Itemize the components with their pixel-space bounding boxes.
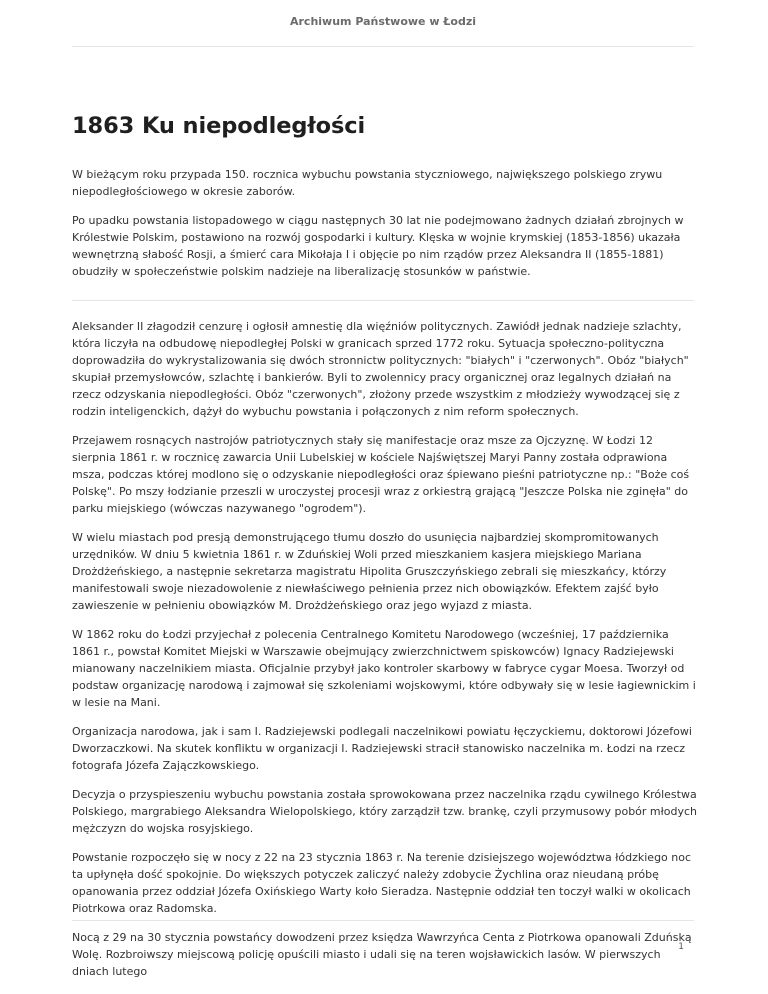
page-number: 1 — [678, 942, 684, 952]
body-paragraph: W 1862 roku do Łodzi przyjechał z polecenia Centralnego Komitetu Narodowego (wcześniej, 17 października 1861 r., powstał Komitet Miejski w Warszawie obejmujący zwierzchnictwem spiskowców) Ignacy Radziejewski mianowany naczelnikiem miasta. Oficjalnie przybył jako kontroler skarbowy w fabryce cygar Moesa. Tworzył od podstaw organizację narodową i zajmował się szkoleniami wojskowymi, które odbywały się w lesie łagiewnickim i w lesie na Mani. — [72, 628, 696, 709]
body-paragraph: Aleksander II złagodził cenzurę i ogłosił amnestię dla więźniów politycznych. Zawiódł jednak nadzieje szlachty, która liczyła na odbudowę niepodległej Polski w granicach sprzed 1772 roku. Sytuacja społeczno-polityczna doprowadziła do wykrystalizowania się dwóch stronnictw politycznych: "białych" i "czerwonych". Obóz "białych" skupiał przemysłowców, szlachtę i bankierów. Byli to zwolennicy pracy organicznej oraz legalnych działań na rzecz odzyskania niepodległości. Obóz "czerwonych", złożony przede wszystkim z młodzieży wywodzącej się z rodzin inteligenckich, dążył do wybuchu powstania i połączonych z nim reform społecznych. — [72, 320, 689, 418]
intro-paragraph: W bieżącym roku przypada 150. rocznica wybuchu powstania styczniowego, największego polskiego zrywu niepodległościowego w okresie zaborów. — [72, 168, 663, 198]
intro-paragraph: Po upadku powstania listopadowego w ciągu następnych 30 lat nie podejmowano żadnych działań zbrojnych w Królestwie Polskim, postawiono na rozwój gospodarki i kultury. Klęska w wojnie krymskiej (1853-1856) ukazała wewnętrzną słabość Rosji, a śmierć cara Mikołaja I i objęcie po nim rządów przez Aleksandra II (1855-1881) obudziły w społeczeństwie polskim nadzieje na liberalizację stosunków w państwie. — [72, 214, 684, 278]
body-paragraph: W wielu miastach pod presją demonstrującego tłumu doszło do usunięcia najbardziej skompromitowanych urzędników. W dniu 5 kwietnia 1861 r. w Zduńskiej Woli przed mieszkaniem kasjera miejskiego Mariana Drożdżeńskiego, a następnie sekretarza magistratu Hipolita Gruszczyńskiego zebrali się mieszkańcy, którzy manifestowali swoje niezadowolenie z niewłaściwego pełnienia przez nich obowiązków. Efektem zajść było zawieszenie w pełnieniu obowiązków M. Drożdżeńskiego oraz jego wyjazd z miasta. — [72, 531, 667, 612]
archive-name: Archiwum Państwowe w Łodzi — [289, 14, 476, 28]
body-paragraph: Organizacja narodowa, jak i sam I. Radziejewski podlegali naczelnikowi powiatu łęczyckiemu, doktorowi Józefowi Dworzaczkowi. Na skutek konfliktu w organizacji I. Radziejewski stracił stanowisko naczelnika m. Łodzi na rzecz fotografa Józefa Zajączkowskiego. — [72, 725, 692, 772]
body-paragraph: Przejawem rosnących nastrojów patriotycznych stały się manifestacje oraz msze za Ojczyznę. W Łodzi 12 sierpnia 1861 r. w rocznicę zawarcia Unii Lubelskiej w kościele Najświętszej Maryi Panny została odprawiona msza, podczas której modlono się o odzyskanie niepodległości oraz śpiewano pieśni patriotyczne np.: "Boże coś Polskę". Po mszy łodzianie przeszli w uroczystej procesji wraz z orkiestrą grającą "Jeszcze Polska nie zginęła" do parku miejskiego (wówczas nazywanego "ogrodem"). — [72, 434, 690, 515]
body-paragraph: Powstanie rozpoczęło się w nocy z 22 na 23 stycznia 1863 r. Na terenie dzisiejszego województwa łódzkiego noc ta upłynęła dość spokojnie. Do większych potyczek zaliczyć należy zdobycie Żychlina oraz nieudaną próbę opanowania przez oddział Józefa Oxińskiego Warty koło Sieradza. Następnie oddział ten toczył walki w okolicach Piotrkowa oraz Radomska. — [72, 851, 692, 915]
document-title: 1863 Ku niepodległości — [72, 113, 366, 139]
body-paragraph: Nocą z 29 na 30 stycznia powstańcy dowodzeni przez księdza Wawrzyńca Centa z Piotrkowa opanowali Zduńską Wolę. Rozbroiwszy miejscową policję opuścili miasto i udali się na teren wojsławickich lasów. W pierwszych dniach lutego — [72, 931, 692, 978]
section-divider — [72, 300, 694, 301]
intro-section — [72, 166, 698, 292]
page-header — [72, 0, 694, 47]
footer-divider — [72, 920, 694, 921]
body-paragraph: Decyzja o przyspieszeniu wybuchu powstania została sprowokowana przez naczelnika rządu cywilnego Królestwa Polskiego, margrabiego Aleksandra Wielopolskiego, który zarządził tzw. brankę, czyli przymusowy pobór młodych mężczyzn do wojska rosyjskiego. — [72, 788, 698, 835]
main-section — [72, 318, 698, 992]
